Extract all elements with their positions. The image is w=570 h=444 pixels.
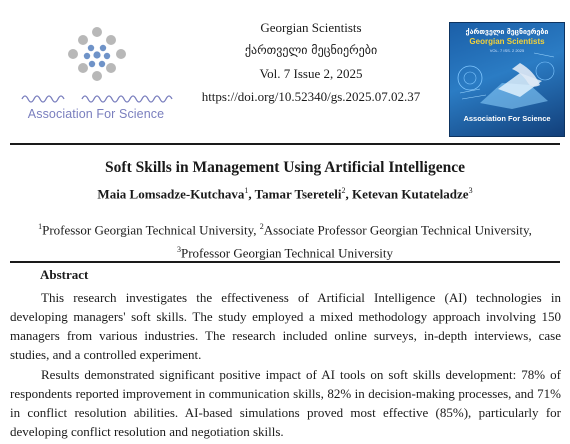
abstract-paragraph: Results demonstrated significant positive impact of AI tools on soft skills development: 78% of respondents reported improvement in communication skills, 82% in decision-making processes, and 71% in conflict resolution abilities. AI-based simulations proved most effective (85%), particularly for developing conflict resolution and negotiation skills. [10,367,561,439]
affiliation-mark: 3 [177,245,181,255]
author-separator: , [248,186,255,202]
cover-volume: VOL. 7 ISS. 2 2025 [489,48,525,53]
author-name: Tamar Tsereteli [254,186,342,202]
affiliations [10,217,560,264]
affiliation-text: Associate Professor Georgian Technical University, [263,222,532,238]
author-list [10,186,560,202]
association-logo [8,6,178,124]
affiliation-mark: 1 [38,222,43,231]
author-separator: , [345,186,352,202]
paper-title: Soft Skills in Management Using Artificial Intelligence [105,159,465,176]
doi-link[interactable]: https://doi.org/10.52340/gs.2025.07.02.37 [201,89,421,104]
abstract-heading: Abstract [40,267,89,282]
georgian-script-logotype [18,90,178,104]
author-name: Ketevan Kutateladze [351,186,469,202]
journal-cover-image [449,22,565,137]
cover-title-georgian: ქართველი მეცნიერები [465,28,549,36]
volume-issue: Vol. 7 Issue 2, 2025 [259,66,363,81]
abstract-paragraph: This research investigates the effectiveness of Artificial Intelligence (AI) technologies in developing managers' soft skills. The study employed a mixed methodology approach involving 150 managers from various industries. The research included online surveys, in-depth interviews, case studies, and a controlled experiment. [10,290,561,362]
abstract-divider [10,261,560,263]
author-affiliation-mark: 1 [244,186,249,195]
cover-title: Georgian Scientists [469,37,545,46]
logo-name: Association For Science [27,107,165,121]
header-divider [10,143,560,145]
dots-emblem-icon [64,26,130,82]
affiliation-text: Professor Georgian Technical University, [42,222,260,238]
affiliation-text: Professor Georgian Technical University [181,245,393,261]
author-affiliation-mark: 3 [468,186,473,195]
affiliation-mark: 2 [259,222,264,231]
author-name: Maia Lomsadze-Kutchava [97,186,245,202]
cover-org: Association For Science [463,114,551,123]
journal-header [196,16,426,108]
author-affiliation-mark: 2 [341,186,346,195]
journal-title-georgian: ქართველი მეცნიერები [244,43,378,57]
journal-title: Georgian Scientists [260,20,362,35]
